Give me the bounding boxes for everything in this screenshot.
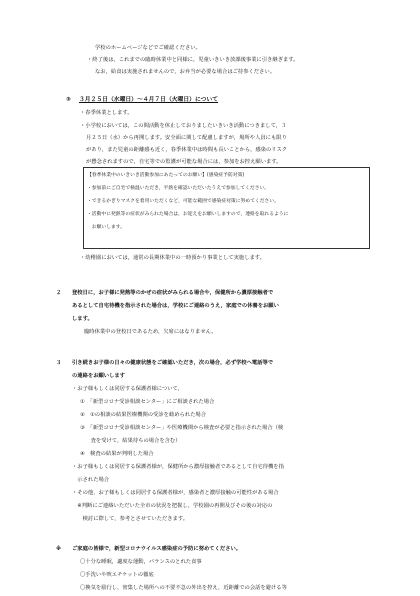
section-3b-item-1: ① 「新型コロナ受診相談センター」にご相談された場合	[80, 399, 215, 405]
section-3b-lead: ・お子様もしくは同居する保護者様について，	[72, 386, 184, 392]
section-3b-extra-2: 示された場合	[72, 477, 110, 483]
box-item-2: ・できるかぎりマスクを着用いただくなど，可能な範囲で感染症対策に努めてください。	[87, 199, 279, 204]
section-2-note: 臨時休業中の登校日であるため，欠席にはなりません。	[84, 329, 217, 335]
note-title: ご家庭の皆様で，新型コロナウイルス感染症の予防に努めてください。	[72, 546, 242, 552]
intro-line-1: 学校のホームページなどでご確認ください。	[95, 45, 201, 51]
box-title: 【春季休業中のいきいき活動参加にあたってのお願い】(感染症予防対策)	[87, 173, 245, 178]
section-3b-item-4: ④ 検査の結果が判明した場合	[80, 451, 154, 457]
section-3-title: ３月２５日（水曜日）～４月７日（火曜日）について	[79, 97, 219, 103]
section-3-line-4: があり，また児童の距離感も近く，春季休業中は時間も長いことから，感染のリスク	[86, 147, 288, 153]
section-3-line-3: 月２５日（水）から再開します。安全面に関して配慮しますが，場所や人員にも限り	[86, 135, 287, 141]
section-2-line-3: します。	[72, 316, 93, 322]
section-3b-item-3: ③ 「新型コロナ受診相談センター」や医療機関から検査が必要と指示された場合（検	[80, 425, 284, 431]
section-3b-line-2: の連絡をお願いします	[72, 373, 125, 379]
section-3-last: ・幼稚園においては，通常の長期休業中の一時預かり事業として実施します。	[80, 255, 265, 261]
section-3b-extra-5: 検討に際して，参考とさせていただきます。	[72, 516, 189, 522]
note-mark: ※	[56, 546, 62, 552]
section-2-line-2: あるとして自宅待機を指示された場合は，学校にご連絡のうえ，家庭での休養をお願い	[72, 303, 279, 309]
section-3b-extra-1: ・お子様もしくは同居する保護者様が，保健所から濃厚接触者であるとして自宅待機を指	[72, 464, 284, 470]
section-2-number: ２	[56, 290, 62, 296]
intro-line-3: なお，給食は実施されませんので，お弁当が必要な場合はご持参ください。	[95, 69, 275, 75]
section-3b-item-2: ② ①の相談の結果医療機関の受診を勧められた場合	[80, 412, 207, 418]
section-3b-extra-4: ※判断にご連絡いただいた全市の状況を把握し，学校園の再開及びその後の対応の	[72, 503, 273, 509]
box-item-3: ・活動中に発熱等の症状がみられた場合は，お迎えをお願いしますので，連絡を取れるように	[87, 212, 289, 217]
note-item-1: 〇十分な睡眠，適度な運動，バランスのとれた食事	[80, 559, 202, 565]
section-2-line-1: 登校日に，お子様に発熱等のかぜの症状がみられる場合や，保健所から濃厚接触者で	[72, 290, 274, 296]
section-3-number: ③	[66, 97, 71, 103]
section-3-line-2: ・小学校においては，この間活動を休止しておりましたいきいき活動につきまして，３	[80, 123, 287, 129]
section-3b-line-1: 引き続きお子様の日々の健康状態をご確認いただき，次の場合，必ず学校へ電話等で	[72, 360, 274, 366]
box-item-1: ・参加前にご自宅で検温いただき，平熱を確認いただいたうえで参加してください。	[87, 186, 270, 191]
section-3b-number: ３	[56, 360, 62, 366]
section-3-line-1: ・春季休業とします。	[80, 110, 133, 116]
section-3-line-5: が懸念されますので，自宅等での監護が可能な場合には，参加をお控え願います。	[86, 159, 282, 165]
section-3b-item-3-cont: 査を受けて，結果待ちの場合を含む）	[80, 438, 181, 444]
note-item-2: 〇手洗いや咳エチケットの徹底	[80, 572, 154, 578]
box-item-4: お願いします。	[87, 225, 125, 230]
section-3b-extra-3: ・その他，お子様もしくは同居する保護者様が，感染者と濃厚接触の可能性がある場合	[72, 490, 279, 496]
note-item-3: 〇換気を励行し，密集した場所への不要不急の外出を控え，近距離での会話を避ける等	[80, 585, 287, 591]
intro-line-2: ・終了後は，これまでの臨時休業中と同様に，児童いきいき放課後事業に引き継ぎます。	[87, 57, 299, 63]
